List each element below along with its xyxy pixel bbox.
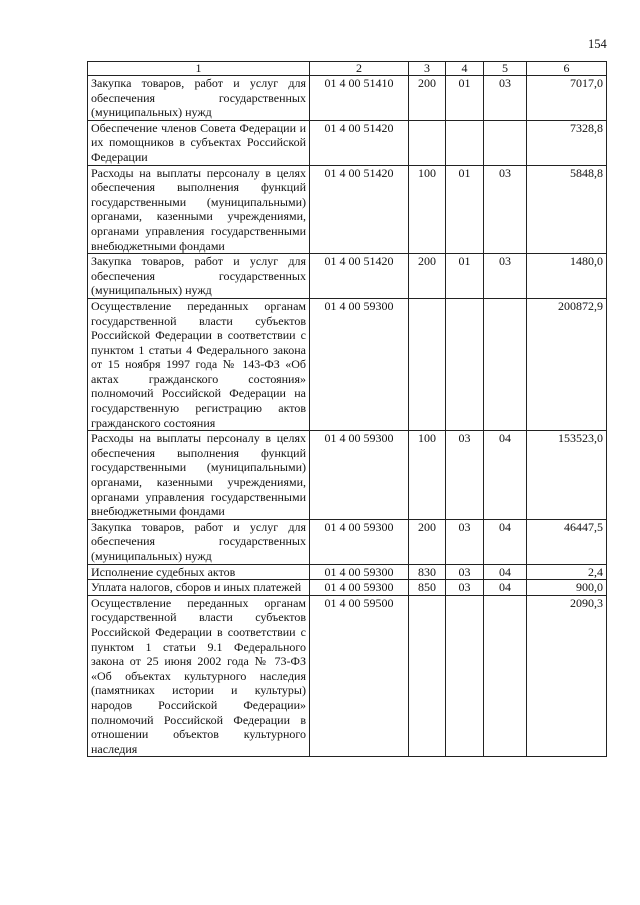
section-code: 03: [446, 431, 484, 520]
section-code: [446, 595, 484, 757]
amount: 7017,0: [527, 76, 607, 121]
subsection-code: 04: [484, 580, 527, 596]
target-code: 01 4 00 51420: [310, 120, 409, 165]
header-col-5: 5: [484, 62, 527, 76]
expense-name: Осуществление переданных органам государственной власти субъектов Российской Федерации в соответствии с пунктом 1 статьи 4 Федерального закона от 15 ноября 1997 года № 143-ФЗ «Об актах гражданского состояния» полномочий Российской Федерации на государственную регистрацию актов гражданского состояния: [88, 298, 310, 430]
section-code: 03: [446, 564, 484, 580]
expense-name: Исполнение судебных актов: [88, 564, 310, 580]
table-row: [88, 595, 607, 757]
section-code: 03: [446, 580, 484, 596]
section-code: [446, 120, 484, 165]
table-row: [88, 519, 607, 564]
header-col-4: 4: [446, 62, 484, 76]
expense-name: Уплата налогов, сборов и иных платежей: [88, 580, 310, 596]
table-row: [88, 298, 607, 430]
expense-type: [409, 298, 446, 430]
expense-type: [409, 595, 446, 757]
target-code: 01 4 00 51410: [310, 76, 409, 121]
expense-name: Осуществление переданных органам государственной власти субъектов Российской Федерации в соответствии с пунктом 1 статьи 9.1 Федерального закона от 25 июня 2002 года № 73-ФЗ «Об объектах культурного наследия (памятниках истории и культуры) народов Российской Федерации» полномочий Российской Федерации в отношении объектов культурного наследия: [88, 595, 310, 757]
expense-type: 200: [409, 254, 446, 299]
subsection-code: 04: [484, 564, 527, 580]
section-code: 01: [446, 165, 484, 254]
table-header-row: [88, 62, 607, 76]
expense-name: Расходы на выплаты персоналу в целях обеспечения выполнения функций государственными (муниципальными) органами, казенными учреждениями, органами управления государственными внебюджетными фондами: [88, 165, 310, 254]
target-code: 01 4 00 59500: [310, 595, 409, 757]
table-row: [88, 76, 607, 121]
amount: 46447,5: [527, 519, 607, 564]
amount: 7328,8: [527, 120, 607, 165]
subsection-code: [484, 595, 527, 757]
amount: 2090,3: [527, 595, 607, 757]
table-row: [88, 431, 607, 520]
amount: 2,4: [527, 564, 607, 580]
expense-type: [409, 120, 446, 165]
target-code: 01 4 00 59300: [310, 519, 409, 564]
header-col-1: 1: [88, 62, 310, 76]
table-row: [88, 254, 607, 299]
budget-table: [87, 61, 607, 757]
page-number: 154: [588, 37, 607, 51]
table-row: [88, 165, 607, 254]
target-code: 01 4 00 51420: [310, 165, 409, 254]
table-row: [88, 580, 607, 596]
target-code: 01 4 00 59300: [310, 298, 409, 430]
section-code: [446, 298, 484, 430]
expense-name: Закупка товаров, работ и услуг для обеспечения государственных (муниципальных) нужд: [88, 519, 310, 564]
target-code: 01 4 00 51420: [310, 254, 409, 299]
table-row: [88, 120, 607, 165]
expense-name: Закупка товаров, работ и услуг для обеспечения государственных (муниципальных) нужд: [88, 76, 310, 121]
expense-type: 200: [409, 519, 446, 564]
section-code: 01: [446, 76, 484, 121]
expense-type: 100: [409, 431, 446, 520]
section-code: 03: [446, 519, 484, 564]
target-code: 01 4 00 59300: [310, 564, 409, 580]
amount: 5848,8: [527, 165, 607, 254]
section-code: 01: [446, 254, 484, 299]
amount: 153523,0: [527, 431, 607, 520]
subsection-code: 04: [484, 431, 527, 520]
header-col-6: 6: [527, 62, 607, 76]
amount: 1480,0: [527, 254, 607, 299]
expense-type: 830: [409, 564, 446, 580]
expense-name: Расходы на выплаты персоналу в целях обеспечения выполнения функций государственными (муниципальными) органами, казенными учреждениями, органами управления государственными внебюджетными фондами: [88, 431, 310, 520]
subsection-code: 03: [484, 254, 527, 299]
expense-name: Обеспечение членов Совета Федерации и их помощников в субъектах Российской Федерации: [88, 120, 310, 165]
expense-type: 850: [409, 580, 446, 596]
table-row: [88, 564, 607, 580]
target-code: 01 4 00 59300: [310, 431, 409, 520]
expense-type: 100: [409, 165, 446, 254]
header-col-3: 3: [409, 62, 446, 76]
subsection-code: [484, 120, 527, 165]
amount: 900,0: [527, 580, 607, 596]
subsection-code: 03: [484, 76, 527, 121]
expense-name: Закупка товаров, работ и услуг для обеспечения государственных (муниципальных) нужд: [88, 254, 310, 299]
subsection-code: 04: [484, 519, 527, 564]
subsection-code: 03: [484, 165, 527, 254]
expense-type: 200: [409, 76, 446, 121]
subsection-code: [484, 298, 527, 430]
header-col-2: 2: [310, 62, 409, 76]
target-code: 01 4 00 59300: [310, 580, 409, 596]
amount: 200872,9: [527, 298, 607, 430]
